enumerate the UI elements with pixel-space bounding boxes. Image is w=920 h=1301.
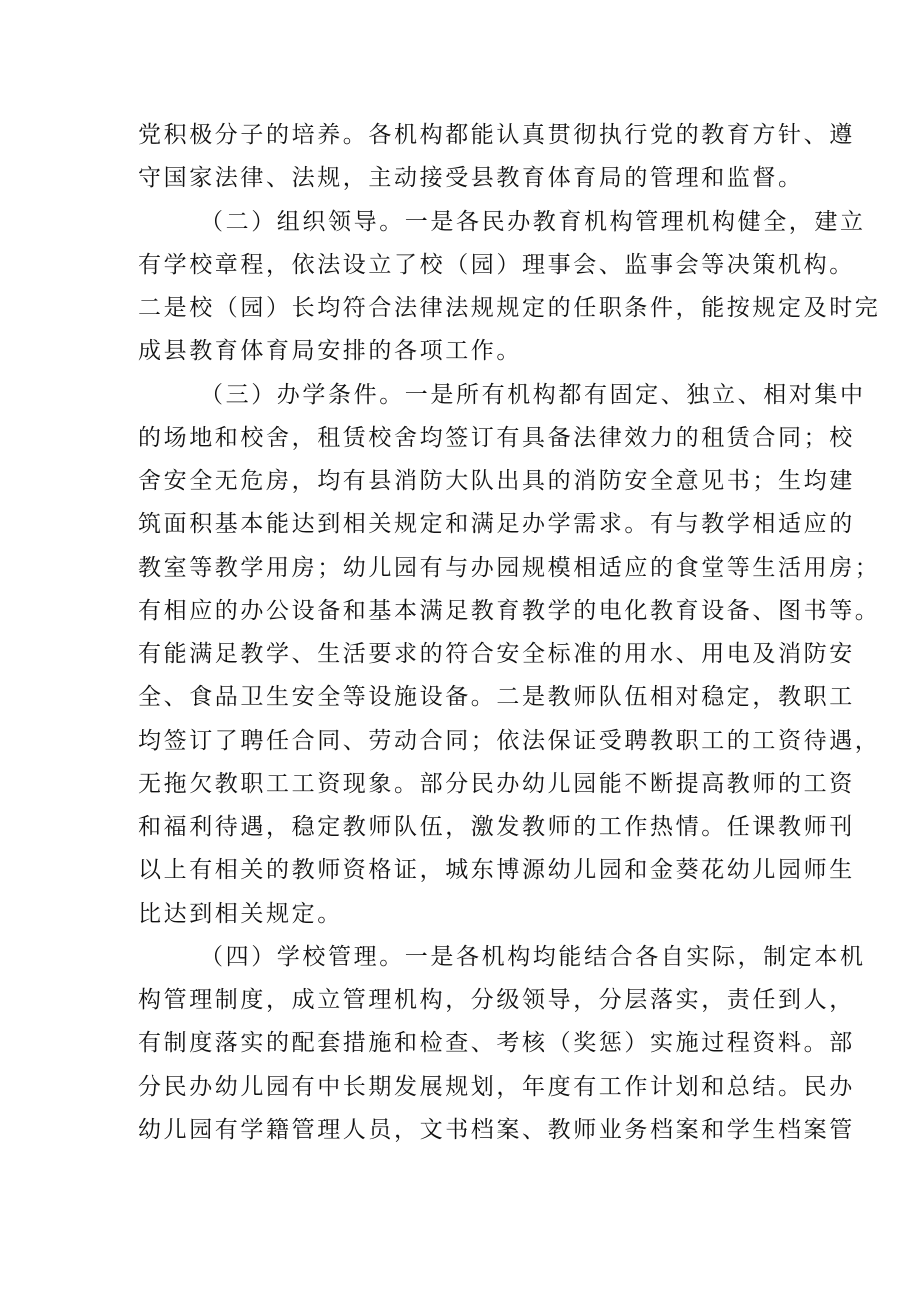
- text-line: 分民办幼儿园有中长期发展规划，年度有工作计划和总结。民办: [138, 1074, 855, 1100]
- paragraph-heading-2: （二）组织领导。一是各民办教育机构管理机构健全，建立: [200, 209, 866, 235]
- text-line: 均签订了聘任合同、劳动合同；依法保证受聘教职工的工资待遇，: [138, 728, 881, 754]
- text-line: 教室等教学用房；幼儿园有与办园规模相适应的食堂等生活用房；: [138, 555, 881, 581]
- text-line: 舍安全无危房，均有县消防大队出具的消防安全意见书；生均建: [138, 468, 855, 494]
- text-line: 构管理制度，成立管理机构，分级领导，分层落实，责任到人，: [138, 987, 855, 1013]
- text-line: 成县教育体育局安排的各项工作。: [138, 338, 522, 364]
- text-line: 的场地和校舍，租赁校舍均签订有具备法律效力的租赁合同；校: [138, 425, 855, 451]
- text-line: 有制度落实的配套措施和检查、考核（奖惩）实施过程资料。部: [138, 1030, 855, 1056]
- text-line: 有相应的办公设备和基本满足教育教学的电化教育设备、图书等。: [138, 598, 881, 624]
- text-line: 幼儿园有学籍管理人员，文书档案、教师业务档案和学生档案管: [138, 1117, 855, 1143]
- paragraph-heading-4: （四）学校管理。一是各机构均能结合各自实际，制定本机: [200, 944, 866, 970]
- text-line: 比达到相关规定。: [138, 901, 343, 927]
- paragraph-heading-3: （三）办学条件。一是所有机构都有固定、独立、相对集中: [200, 382, 866, 408]
- text-line: 和福利待遇，稳定教师队伍，激发教师的工作热情。任课教师刊: [138, 814, 855, 840]
- text-line: 守国家法律、法规，主动接受县教育体育局的管理和监督。: [138, 165, 804, 191]
- text-line: 全、食品卫生安全等设施设备。二是教师队伍相对稳定，教职工: [138, 684, 855, 710]
- text-line: 筑面积基本能达到相关规定和满足办学需求。有与教学相适应的: [138, 511, 855, 537]
- text-line: 以上有相关的教师资格证，城东博源幼儿园和金葵花幼儿园师生: [138, 857, 855, 883]
- text-line: 有学校章程，依法设立了校（园）理事会、监事会等决策机构。: [138, 252, 855, 278]
- text-line: 党积极分子的培养。各机构都能认真贯彻执行党的教育方针、遵: [138, 122, 855, 148]
- text-line: 二是校（园）长均符合法律法规规定的任职条件，能按规定及时完: [138, 295, 881, 321]
- text-line: 无拖欠教职工工资现象。部分民办幼儿园能不断提高教师的工资: [138, 771, 855, 797]
- text-line: 有能满足教学、生活要求的符合安全标准的用水、用电及消防安: [138, 641, 855, 667]
